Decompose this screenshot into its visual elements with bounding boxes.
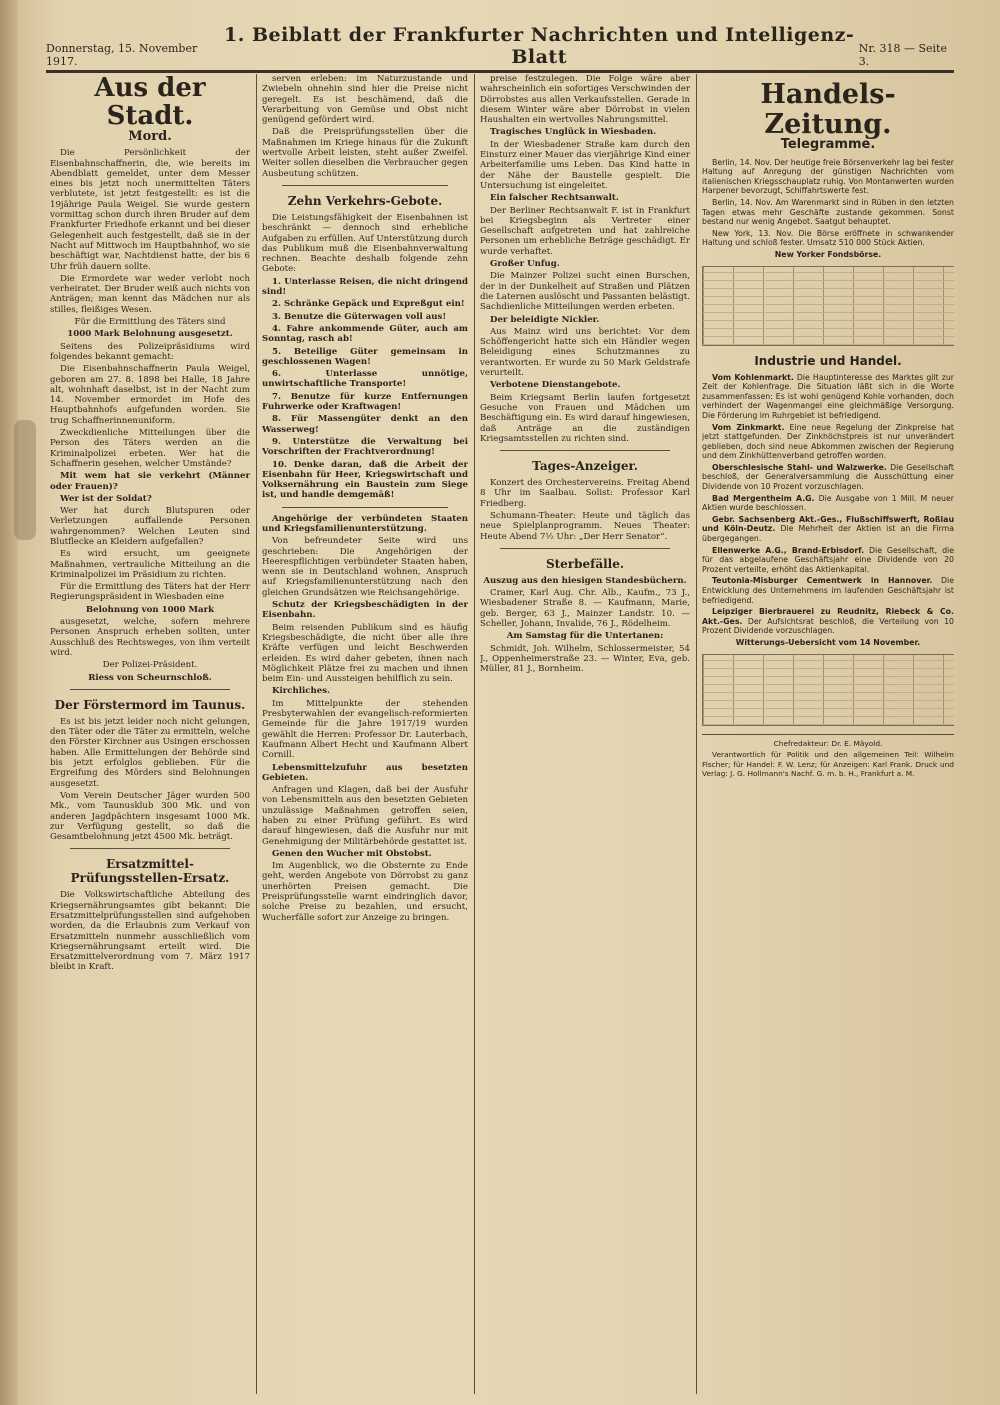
- section-title: Handels-Zeitung.: [760, 79, 896, 140]
- divider: [500, 548, 670, 549]
- article-question: Mit wem hat sie verkehrt (Männer oder Frauen)?: [50, 471, 250, 492]
- business-text: Die Gesellschaft beschloß, der Generalversammlung die Ausschüttung einer Dividende von 10 Prozent vorzuschlagen.: [702, 462, 954, 492]
- column-commerce: [702, 74, 954, 1394]
- reward-notice: Belohnung von 1000 Mark: [85, 604, 215, 615]
- article-paragraph: Im Augenblick, wo die Obsternte zu Ende geht, werden Angebote von Dörrobst zu ganz unerhörten Preisen gemacht. Die Preisprüfungsstelle warnt eindringlich davor, solche Preise zu bezahlen, und ersucht, Wucherfälle sofort zur Anzeige zu bringen.: [262, 861, 468, 923]
- section-title: Aus der Stadt.: [94, 74, 206, 131]
- business-text: Die Mehrheit der Aktien ist an die Firma übergegangen.: [702, 524, 954, 544]
- weather-title: Witterungs-Uebersicht vom 14 November.: [735, 637, 921, 647]
- business-headline: Bad Mergentheim A.G.: [712, 493, 815, 503]
- divider: [70, 848, 230, 849]
- business-text: Die Hauptinteresse des Marktes gilt zur Zeit der Kohlenfrage. Die Situation läßt sich in die Worte zusammenfassen: Es ist wohl genügend Kohle vorhanden, doch verhindert der Wagenmangel eine gleichmäßige Versorgung. Die Förderung im Ruhrgebiet ist befriedigend.: [702, 372, 954, 420]
- article-paragraph: Beim reisenden Publikum sind es häufig Kriegsbeschädigte, die nicht über alle ihre Kräfte verfügen und leicht Beschwerden erleiden. Es wird daher gebeten, ihnen nach Möglichkeit Plätze frei zu machen und ihnen beim Ein- und Aussteigen behilflich zu sein.: [262, 622, 468, 685]
- rule-item: 2. Schränke Gepäck und Expreßgut ein!: [272, 299, 465, 310]
- column-local-news: [50, 74, 250, 1394]
- business-headline: Ellenwerke A.G., Brand-Erbisdorf.: [712, 545, 865, 555]
- article-headline: Der Förstermord im Taunus.: [54, 697, 246, 712]
- article-paragraph: Der Berliner Rechtsanwalt F. ist in Frankfurt bei Kriegsbeginn als Vertreter einer Gesellschaft aufgetreten und hat zahlreiche Personen um erhebliche Beträge geschädigt. Er wurde verhaftet.: [480, 205, 690, 257]
- business-headline: Teutonia-Misburger Cementwerk in Hannover.: [712, 576, 933, 586]
- business-headline: Gebr. Sachsenberg Akt.-Ges., Flußschiffswerft, Roßlau und Köln-Deutz.: [702, 514, 954, 534]
- article-headline: Angehörige der verbündeten Staaten und Kriegsfamilienunterstützung.: [262, 513, 468, 534]
- rule-item: 3. Benutze die Güterwagen voll aus!: [272, 311, 447, 322]
- article-headline: Mord.: [128, 129, 172, 144]
- table-title: New Yorker Fondsbörse.: [774, 249, 882, 259]
- rule-item: 8. Für Massengüter denkt an den Wasserweg!: [262, 414, 468, 435]
- article-headline: Sterbefälle.: [545, 556, 625, 571]
- article-paragraph: Die Mainzer Polizei sucht einen Burschen, der in der Dunkelheit auf Straßen und Plätzen die Laternen auslöscht und Passanten belästigt. Sachdienliche Mitteilungen werden erbeten.: [480, 271, 690, 313]
- article-headline: Kirchliches.: [272, 686, 331, 697]
- business-headline: Vom Kohlenmarkt.: [712, 372, 794, 382]
- article-headline: Ein falscher Rechtsanwalt.: [490, 193, 619, 204]
- column-rule: [696, 74, 697, 1394]
- article-question: Wer ist der Soldat?: [60, 493, 152, 504]
- page-fold-shadow: [0, 0, 18, 1405]
- telegram: Berlin, 14. Nov. Der heutige freie Börsenverkehr lag bei fester Haltung auf Anregung der günstigen Nachrichten vom italienischen Kriegsschauplatz ruhig. Von Montanwerten wurden Harpener bevorzugt, Schiffahrtswerte fest.: [702, 157, 954, 196]
- article-headline: Lebensmittelzufuhr aus besetzten Gebieten.: [262, 762, 468, 783]
- rule-item: 7. Benutze für kurze Entfernungen Fuhrwerke oder Kraftwagen!: [262, 391, 468, 413]
- rule-item: 6. Unterlasse unnötige, unwirtschaftliche Transporte!: [262, 369, 468, 390]
- article-headline: Tages-Anzeiger.: [532, 459, 638, 474]
- article-paragraph: Schmidt, Joh. Wilhelm, Schlossermeister, 54 J., Oppenheimerstraße 23. — Winter, Eva, geb. Müller, 81 J., Bornheim.: [480, 643, 690, 675]
- article-subheadline: Auszug aus den hiesigen Standesbüchern.: [483, 575, 687, 586]
- masthead-date: Donnerstag, 15. November 1917.: [46, 42, 198, 68]
- article-paragraph: Cramer, Karl Aug. Chr. Alb., Kaufm., 73 J., Wiesbadener Straße 8. — Kaufmann, Marie, geb. Berger, 63 J., Mainzer Landstr. 10. — Scheller, Johann, Invalide, 76 J., Rödelheim.: [480, 588, 690, 630]
- article-paragraph: Aus Mainz wird uns berichtet: Vor dem Schöffengericht hatte sich ein Händler wegen Beleidigung eines Schutzmannes zu verantworten. Er wurde zu 50 Mark Geldstrafe verurteilt.: [480, 326, 690, 379]
- article-headline: Großer Unfug.: [490, 259, 560, 270]
- article-headline: Zehn Verkehrs-Gebote.: [287, 193, 443, 208]
- article-paragraph: Wer hat durch Blutspuren oder Verletzungen auffallende Personen wahrgenommen? Welchen Leuten sind Blutflecke an Kleidern aufgefallen?: [50, 506, 250, 547]
- masthead-issue: Nr. 318 — Seite 3.: [858, 42, 947, 68]
- column-local-reports: [480, 74, 690, 1394]
- masthead: [46, 24, 954, 73]
- section-heading: Industrie und Handel.: [754, 353, 902, 368]
- business-headline: Vom Zinkmarkt.: [712, 422, 785, 432]
- article-paragraph: Es ist bis jetzt leider noch nicht gelungen, den Täter oder die Täter zu ermitteln, welche den Förster Kirchner aus Usingen erschossen haben. Alle Ermittelungen der Behörde sind bis jetzt erfolglos geblieben. Für die Ergreifung des Mörders sind Belohnungen ausgesetzt.: [50, 716, 250, 789]
- imprint-editor: Chefredakteur: Dr. E. Mäyold.: [773, 738, 883, 748]
- weather-table: [702, 654, 954, 726]
- rule-item: 1. Unterlasse Reisen, die nicht dringend sind!: [262, 276, 468, 298]
- divider: [282, 185, 448, 186]
- masthead-title: 1. Beiblatt der Frankfurter Nachrichten und Intelligenz-Blatt: [224, 24, 855, 68]
- article-headline: Tragisches Unglück in Wiesbaden.: [490, 127, 657, 138]
- rule-item: 4. Fahre ankommende Güter, auch am Sonntag, rasch ab!: [262, 323, 468, 345]
- article-paragraph: Die Leistungsfähigkeit der Eisenbahnen ist beschränkt — dennoch sind erhebliche Aufgaben zu erfüllen. Auf Unterstützung durch das Publikum muß die Eisenbahnverwaltung rechnen. Beachte deshalb folgende zehn Gebote:: [262, 212, 468, 275]
- article-paragraph: Es wird ersucht, um geeignete Maßnahmen, vertrauliche Mitteilung an die Kriminalpolizei im Präsidium zu richten.: [50, 549, 250, 580]
- article-paragraph: Für die Ermittlung des Täters hat der Herr Regierungspräsident in Wiesbaden eine: [50, 582, 250, 603]
- article-paragraph: Anfragen und Klagen, daß bei der Ausfuhr von Lebensmitteln aus den besetzten Gebieten unzulässige Maßnahmen getroffen seien, haben zu einer Prüfung geführt. Es wird darauf hingewiesen, daß die Ausfuhr nur mit Genehmigung der Militärbehörde gestattet ist.: [262, 785, 468, 847]
- article-paragraph: preise festzulegen. Die Folge wäre aber wahrscheinlich ein sofortiges Verschwinden der Dörrobstes aus allen Verkaufsstellen. Gerade in diesem Winter wäre aber Dörrobst in vielen Haushalten ein wertvolles Nahrungsmittel.: [480, 74, 690, 126]
- section-subtitle: Telegramme.: [780, 137, 876, 152]
- column-traffic-rules: [262, 74, 468, 1394]
- article-paragraph: Die Eisenbahnschaffnerin Paula Weigel, geboren am 27. 8. 1898 bei Halle, 18 Jahre alt, wohnhaft daselbst, ist in der Nacht zum 14. November ermordet im Hofe des Hauptbahnhofs aufgefunden worden. Sie trug Schaffnerinnenuniform.: [50, 364, 250, 426]
- business-text: Die Gesellschaft, die für das abgelaufene Geschäftsjahr eine Dividende von 20 Prozent verteilte, erhöht das Aktienkapital.: [702, 545, 954, 574]
- rule-item: 9. Unterstütze die Verwaltung bei Vorschriften der Frachtverordnung!: [262, 436, 468, 458]
- imprint-text: Verantwortlich für Politik und den allgemeinen Teil: Wilhelm Fischer; für Handel: F. W. Lenz; für Anzeigen: Karl Frank. Druck und Verlag: J. G. Hollmann's Nachf. G. m. b. H., Frankfurt a. M.: [702, 750, 954, 779]
- article-paragraph: Beim Kriegsamt Berlin laufen fortgesetzt Gesuche von Frauen und Mädchen um Beschäftigung ein. Es wird darauf hingewiesen, daß Anträge an die zuständigen Kriegsamtsstellen zu richten sind.: [480, 392, 690, 444]
- signature: Der Polizei-Präsident.: [102, 660, 198, 671]
- article-paragraph: Daß die Preisprüfungsstellen über die Maßnahmen im Kriege hinaus für die Zukunft wertvolle Arbeit leisten, steht außer Zweifel. Weiter sollen dieselben die Verbraucher gegen Ausbeutung schützen.: [262, 127, 468, 179]
- article-paragraph: ausgesetzt, welche, sofern mehrere Personen Anspruch erheben sollten, unter Ausschluß des Rechtsweges, von ihm verteilt wird.: [50, 617, 250, 658]
- business-text: Die Entwicklung des Unternehmens im laufenden Geschäftsjahr ist befriedigend.: [702, 576, 954, 605]
- article-paragraph: Von befreundeter Seite wird uns geschrieben: Die Angehörigen der Heerespflichtigen verbündeter Staaten haben, wenn sie in Deutschland wohnen, Anspruch auf Kriegsfamilienunterstützung nach den gleichen Grundsätzen wie Reichsangehörige.: [262, 536, 468, 598]
- divider: [282, 507, 448, 508]
- article-headline: Der beleidigte Nickler.: [490, 314, 600, 325]
- article-paragraph: Im Mittelpunkte der stehenden Presbyterwahlen der evangelisch-reformierten Gemeinde für die Jahre 1917/19 wurden gewählt die Herren: Professor Dr. Lauterbach, Kaufmann Albert Hecht und Kaufmann Albert Cornill.: [262, 698, 468, 761]
- article-headline: Verbotene Dienstangebote.: [490, 380, 621, 391]
- business-headline: Leipziger Bierbrauerei zu Reudnitz, Riebeck & Co. Akt.-Ges.: [702, 607, 954, 626]
- rule-item: 10. Denke daran, daß die Arbeit der Eisenbahn für Heer, Kriegswirtschaft und Volksernährung ein Baustein zum Siege ist, und handle demgemäß!: [262, 459, 468, 501]
- stock-table: [702, 266, 954, 346]
- business-headline: Oberschlesische Stahl- und Walzwerke.: [712, 462, 887, 472]
- telegram: New York, 13. Nov. Die Börse eröffnete in schwankender Haltung und schloß fester. Umsatz 510 000 Stück Aktien.: [702, 228, 954, 248]
- rule-item: 5. Beteilige Güter gemeinsam in geschlossenen Wagen!: [262, 346, 468, 367]
- article-paragraph: Die Persönlichkeit der Eisenbahnschaffnerin, die, wie bereits im Abendblatt gemeldet, unter dem Messer eines bis jetzt noch unermittelten Täters verblutete, ist jetzt festgestellt: es ist die 19jährige Paula Weigel. Sie wurde gestern vormittag schon durch ihren Bruder auf dem Frankfurter Friedhofe erkannt und bei dieser Gelegenheit auch festgestellt, daß sie in der Nacht auf Mittwoch im Hauptbahnhof, wo sie beschäftigt war, Nachtdienst hatte, der bis 6 Uhr früh dauern sollte.: [50, 148, 250, 272]
- article-headline: Genen den Wucher mit Obstobst.: [272, 848, 432, 859]
- business-text: Die Ausgabe von 1 Mill. M neuer Aktien wurde beschlossen.: [702, 493, 954, 513]
- article-paragraph: Vom Verein Deutscher Jäger wurden 500 Mk., vom Taunusklub 300 Mk. und von anderen Jagdpächtern insgesamt 1000 Mk. zur Verfügung gestellt, so daß die Gesamtbelohnung jetzt 4500 Mk. beträgt.: [50, 790, 250, 843]
- article-headline: Ersatzmittel-Prüfungsstellen-Ersatz.: [70, 857, 230, 886]
- article-paragraph: Die Ermordete war weder verlobt noch verheiratet. Der Bruder weiß auch nichts von Anträgen; man kennt das Mädchen nur als stilles, fleißiges Wesen.: [50, 273, 250, 315]
- article-paragraph: Konzert des Orchestervereins. Freitag Abend 8 Uhr im Saalbau. Solist: Professor Karl Friedberg.: [480, 478, 690, 509]
- divider: [500, 450, 670, 451]
- article-paragraph: serven erleben: im Naturzustande und Zwiebeln ohnehin sind hier die Preise nicht geregelt. Es ist beschämend, daß die Verarbeitung von Gemüse und Obst nicht genügend gefördert wird.: [262, 74, 468, 126]
- article-paragraph: Seitens des Polizeipräsidiums wird folgendes bekannt gemacht:: [50, 341, 250, 362]
- article-subheadline: Am Samstag für die Untertanen:: [506, 631, 664, 642]
- telegram: Berlin, 14. Nov. Am Warenmarkt sind in Rüben in den letzten Tagen etwas mehr Geschäfte zustande gekommen. Sonst bestand nur wenig Angebot. Saatgut behauptet.: [702, 197, 954, 227]
- paper-stain: [14, 420, 36, 540]
- article-paragraph: In der Wiesbadener Straße kam durch den Einsturz einer Mauer das vierjährige Kind einer Arbeiterfamilie ums Leben. Das Kind hatte in der Nähe der Baustelle gespielt. Die Untersuchung ist eingeleitet.: [480, 139, 690, 191]
- article-paragraph: Schumann-Theater: Heute und täglich das neue Spielplanprogramm. Neues Theater: Heute Abend 7½ Uhr: „Der Herr Senator“.: [480, 510, 690, 542]
- signature: Riess von Scheurnschloß.: [88, 672, 212, 683]
- article-headline: Schutz der Kriegsbeschädigten in der Eisenbahn.: [262, 600, 468, 621]
- imprint: [702, 734, 954, 779]
- article-paragraph: Für die Ermittlung des Täters sind: [74, 317, 226, 328]
- column-rule: [474, 74, 475, 1394]
- business-text: Eine neue Regelung der Zinkpreise hat jetzt stattgefunden. Der Zinkhöchstpreis ist nur unverändert geblieben, doch sind neue Abkommen zwischen der Regierung und dem Zinkhüttenverband getroffen worden.: [702, 422, 954, 461]
- column-rule: [256, 74, 257, 1394]
- article-paragraph: Zweckdienliche Mitteilungen über die Person des Täters werden an die Kriminalpolizei erbeten. Wer hat die Schaffnerin gesehen, welcher Umstände?: [50, 428, 250, 469]
- business-text: Der Aufsichtsrat beschloß, die Verteilung von 10 Prozent Dividende vorzuschlagen.: [702, 616, 954, 636]
- article-paragraph: Die Volkswirtschaftliche Abteilung des Kriegsernährungsamtes gibt bekannt: Die Ersatzmittelprüfungsstellen sind aufgehoben worden, da die Erlaubnis zum Verkauf von Ersatzmitteln nunmehr ausschließlich vom Kriegsernährungsamt erteilt wird. Die Ersatzmittelverordnung vom 7. März 1917 bleibt in Kraft.: [50, 890, 250, 973]
- divider: [70, 689, 230, 690]
- reward-notice: 1000 Mark Belohnung ausgesetzt.: [67, 329, 233, 340]
